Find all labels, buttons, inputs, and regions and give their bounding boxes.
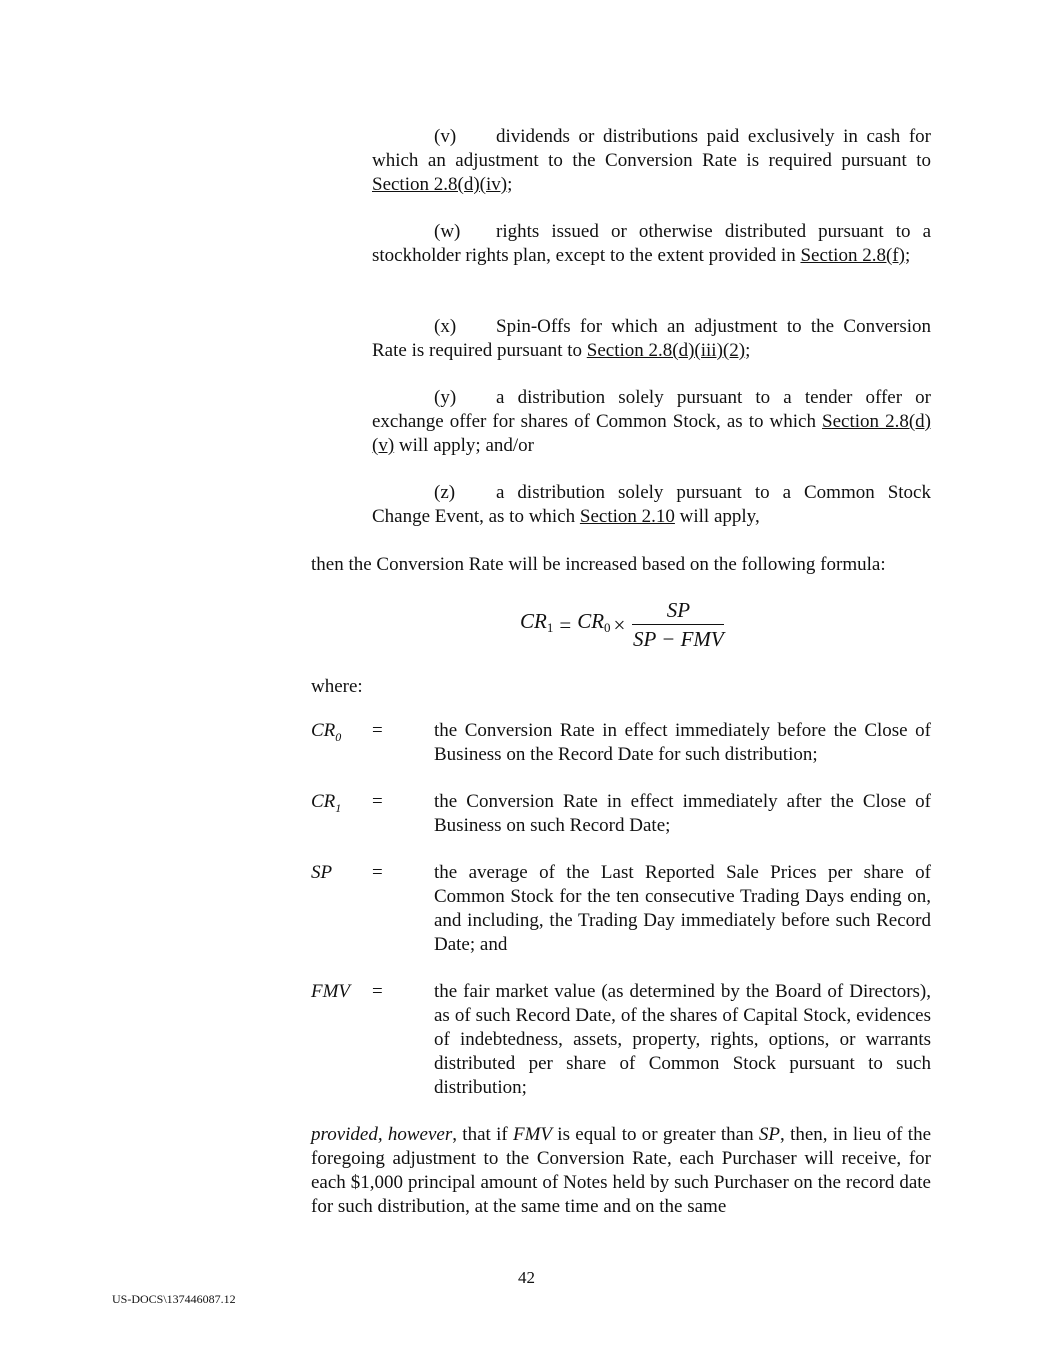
section-reference: Section 2.10 — [579, 506, 675, 527]
formula-rhs: $CR_0$ — [577, 609, 611, 635]
proviso-paragraph — [311, 1123, 931, 1219]
definition-text: the Conversion Rate in effect immediately after the Close of Business on such Record Date; — [434, 791, 931, 836]
formula-lhs: $CR_1$ — [520, 609, 554, 635]
text-segment: Spin-Offs for which an adjustment to the Conversion Rate is required pursuant to — [372, 316, 931, 361]
text-segment: dividends or distributions paid exclusively in cash for which an adjustment to the Conversion Rate is required pursuant to — [372, 126, 931, 171]
clause-x — [372, 315, 931, 363]
text-segment: ; — [745, 340, 751, 361]
section-reference: Section 2.8(d)(v) — [372, 411, 931, 456]
text-segment: is equal to or greater than — [552, 1124, 759, 1145]
definition-fmv — [311, 980, 931, 1100]
page-number: 42 — [518, 1268, 535, 1287]
clause-label: (y) — [434, 387, 457, 408]
definition-term: SP — [311, 862, 333, 883]
text-segment: , that if — [452, 1124, 513, 1145]
definition-text: the average of the Last Reported Sale Prices per share of Common Stock for the ten consecutive Trading Days ending on, and including, the Trading Day immediately before such Record Date; and — [434, 862, 931, 955]
clause-label: (x) — [434, 316, 457, 337]
document-id: US-DOCS\137446087.12 — [112, 1292, 236, 1306]
text-segment: a distribution solely pursuant to a tender offer or exchange offer for shares of Common Stock, as to which — [372, 387, 931, 432]
definition-equals: = — [372, 862, 383, 883]
definition-term: $CR_1$ — [311, 791, 342, 815]
definition-cr1 — [311, 790, 931, 838]
clause-v — [372, 125, 931, 197]
section-reference: Section 2.8(f) — [800, 245, 905, 266]
text-segment: , then, in lieu of the foregoing adjustment to the Conversion Rate, each Purchaser will receive, for each $1,000 principal amount of Notes held by such Purchaser on the record date for such distribution, at the same time and on the same — [311, 1124, 931, 1217]
text-segment: will apply; and/or — [394, 435, 534, 456]
section-reference: Section 2.8(d)(iv) — [372, 174, 508, 195]
formula-denominator: SP − FMV — [632, 627, 724, 651]
conversion-formula — [520, 598, 724, 651]
where-label: where: — [311, 676, 363, 697]
formula-equals: = — [559, 612, 572, 637]
definition-term: $CR_0$ — [311, 720, 342, 744]
text-segment: will apply, — [674, 506, 760, 527]
definition-term: FMV — [311, 981, 351, 1002]
text-segment: a distribution solely pursuant to a Common Stock Change Event, as to which — [372, 482, 931, 527]
text-segment: provided, however — [311, 1124, 453, 1145]
formula-fraction — [632, 598, 724, 651]
text-segment: rights issued or otherwise distributed pursuant to a stockholder rights plan, except to the extent provided in — [372, 221, 931, 266]
definition-text: the Conversion Rate in effect immediately before the Close of Business on the Record Date for such distribution; — [434, 720, 931, 765]
text-segment: ; — [507, 174, 513, 195]
clause-label: (v) — [434, 126, 457, 147]
text-segment: SP — [758, 1124, 781, 1145]
definition-sp — [311, 861, 931, 957]
clause-label: (z) — [434, 482, 456, 503]
formula-intro: then the Conversion Rate will be increased based on the following formula: — [311, 554, 886, 575]
clause-label: (w) — [434, 221, 461, 242]
clause-w — [372, 220, 931, 268]
definition-equals: = — [372, 791, 383, 812]
text-segment: FMV — [512, 1124, 553, 1145]
definition-cr0 — [311, 719, 931, 767]
definition-text: the fair market value (as determined by the Board of Directors), as of such Record Date, of the shares of Capital Stock, evidences of indebtedness, assets, property, rights, options, or warrants distributed per share of Common Stock pursuant to such distribution; — [434, 981, 931, 1098]
formula-numerator: SP — [632, 598, 724, 625]
section-reference: Section 2.8(d)(iii)(2) — [586, 340, 746, 361]
formula-times: × — [613, 612, 626, 637]
definition-equals: = — [372, 720, 383, 741]
text-segment: ; — [904, 245, 911, 266]
clause-z — [372, 481, 931, 529]
clause-y — [372, 386, 931, 458]
definition-equals: = — [372, 981, 383, 1002]
